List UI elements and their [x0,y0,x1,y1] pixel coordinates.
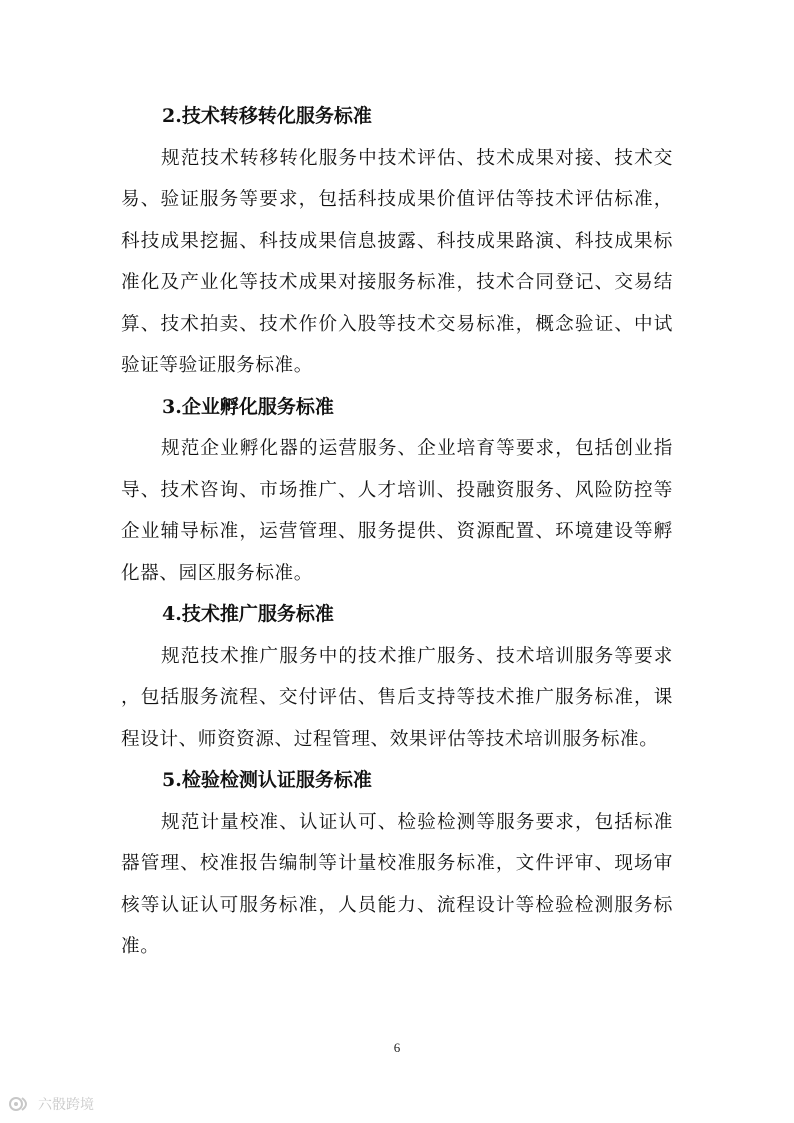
watermark [8,1094,94,1114]
section-body-incubation: 规范企业孵化器的运营服务、企业培育等要求，包括创业指导、技术咨询、市场推广、人才培训、投融资服务、风险防控等企业辅导标准，运营管理、服务提供、资源配置、环境建设等孵化器、园区服务标准。 [121,438,673,584]
section-heading-tech-promotion: 4.技术推广服务标准 [162,603,334,625]
watermark-text: 六骰跨境 [38,1097,94,1113]
watermark-logo-icon [8,1094,34,1114]
section-body-tech-transfer: 规范技术转移转化服务中技术评估、技术成果对接、技术交易、验证服务等要求，包括科技成果价值评估等技术评估标准，科技成果挖掘、科技成果信息披露、科技成果路演、科技成果标准化及产业化等技术成果对接服务标准，技术合同登记、交易结算、技术拍卖、技术作价入股等技术交易标准，概念验证、中试验证等验证服务标准。 [121,147,673,376]
section-heading-testing-certification: 5.检验检测认证服务标准 [162,769,372,791]
section-body-testing-certification: 规范计量校准、认证认可、检验检测等服务要求，包括标准器管理、校准报告编制等计量校准服务标准，文件评审、现场审核等认证认可服务标准，人员能力、流程设计等检验检测服务标准。 [121,811,673,957]
section-heading-tech-transfer: 2.技术转移转化服务标准 [162,105,372,127]
section-body-tech-promotion: 规范技术推广服务中的技术推广服务、技术培训服务等要求，包括服务流程、交付评估、售后支持等技术推广服务标准，课程设计、师资资源、过程管理、效果评估等技术培训服务标准。 [121,645,673,750]
document-content [121,96,673,968]
page-number: 6 [393,1040,401,1055]
section-heading-incubation: 3.企业孵化服务标准 [162,395,334,418]
